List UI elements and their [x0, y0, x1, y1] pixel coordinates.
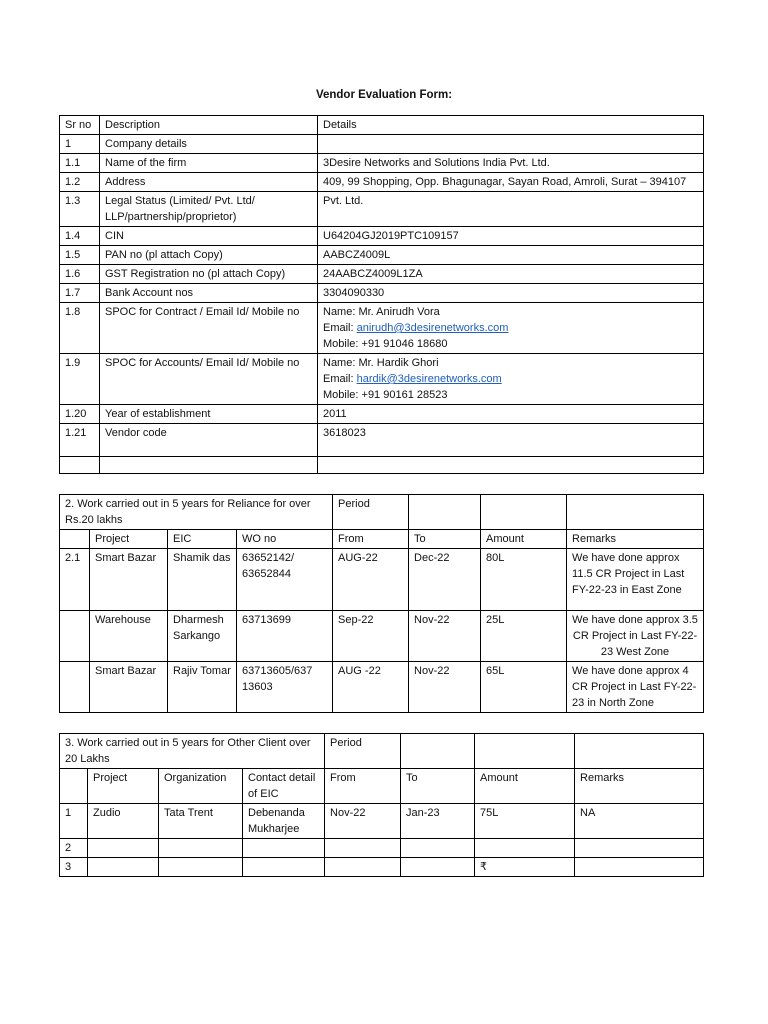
other-client-work-table [59, 733, 704, 877]
contact-email-line [323, 320, 698, 336]
organization-cell: Tata Trent [159, 804, 243, 839]
table-header-row [60, 116, 704, 135]
email-label: Email: [323, 373, 357, 385]
description-cell: Company details [100, 135, 318, 154]
description-cell: Legal Status (Limited/ Pvt. Ltd/ LLP/partnership/proprietor) [100, 192, 318, 227]
from-cell [325, 839, 401, 858]
description-cell: Name of the firm [100, 154, 318, 173]
details-cell: 3Desire Networks and Solutions India Pvt. Ltd. [318, 154, 704, 173]
wo-cell: 63713699 [237, 611, 333, 662]
description-cell: Year of establishment [100, 405, 318, 424]
project-cell: Zudio [88, 804, 159, 839]
sr-cell: 2 [60, 839, 88, 858]
table-row [60, 284, 704, 303]
organization-cell [159, 839, 243, 858]
header-to: To [401, 769, 475, 804]
contact-cell [243, 858, 325, 877]
table-row [60, 227, 704, 246]
header-project: Project [90, 530, 168, 549]
section-title-row [60, 495, 704, 530]
description-cell: CIN [100, 227, 318, 246]
email-link[interactable]: hardik@3desirenetworks.com [356, 373, 502, 385]
description-cell: Vendor code [100, 424, 318, 457]
eic-cell: Shamik das [168, 549, 237, 611]
table-row [60, 405, 704, 424]
details-cell [318, 135, 704, 154]
amount-cell: 75L [475, 804, 575, 839]
header-eic: EIC [168, 530, 237, 549]
empty-cell [60, 457, 100, 474]
table-row [60, 839, 704, 858]
sr-cell: 2.1 [60, 549, 90, 611]
from-cell: Sep-22 [333, 611, 409, 662]
description-cell: SPOC for Accounts/ Email Id/ Mobile no [100, 354, 318, 405]
header-sr-no: Sr no [60, 116, 100, 135]
eic-cell: Rajiv Tomar [168, 662, 237, 713]
period-label: Period [325, 734, 401, 769]
wo-cell: 63652142/ 63652844 [237, 549, 333, 611]
sr-cell: 1.21 [60, 424, 100, 457]
table-row [60, 611, 704, 662]
amount-cell: 65L [481, 662, 567, 713]
period-label: Period [333, 495, 409, 530]
sr-cell: 1.2 [60, 173, 100, 192]
to-cell [401, 839, 475, 858]
table-row [60, 173, 704, 192]
contact-mobile: Mobile: +91 90161 28523 [323, 389, 448, 401]
header-remarks: Remarks [575, 769, 704, 804]
description-cell: Address [100, 173, 318, 192]
description-cell: PAN no (pl attach Copy) [100, 246, 318, 265]
details-cell [318, 354, 704, 405]
remarks-cell [575, 858, 704, 877]
form-title: Vendor Evaluation Form: [315, 89, 453, 101]
project-cell [88, 858, 159, 877]
to-cell: Nov-22 [409, 611, 481, 662]
remarks-cell: We have done approx 4 CR Project in Last FY-22-23 in North Zone [567, 662, 704, 713]
project-cell [88, 839, 159, 858]
from-cell: AUG -22 [333, 662, 409, 713]
table-row [60, 265, 704, 284]
header-from: From [333, 530, 409, 549]
header-contact-eic: Contact detail of EIC [243, 769, 325, 804]
description-cell: Bank Account nos [100, 284, 318, 303]
details-cell: AABCZ4009L [318, 246, 704, 265]
details-cell: 3304090330 [318, 284, 704, 303]
section-title: 3. Work carried out in 5 years for Other Client over 20 Lakhs [60, 734, 325, 769]
empty-cell [318, 457, 704, 474]
header-description: Description [100, 116, 318, 135]
remarks-cell: We have done approx 3.5 CR Project in Last FY-22-23 West Zone [567, 611, 704, 662]
sr-cell: 1.3 [60, 192, 100, 227]
to-cell: Jan-23 [401, 804, 475, 839]
project-cell: Smart Bazar [90, 549, 168, 611]
empty-row [60, 457, 704, 474]
table-row [60, 135, 704, 154]
table-row [60, 246, 704, 265]
table-row [60, 662, 704, 713]
sr-cell [60, 662, 90, 713]
section-title: 2. Work carried out in 5 years for Reliance for over Rs.20 lakhs [60, 495, 333, 530]
table-row [60, 858, 704, 877]
empty-cell [60, 769, 88, 804]
company-details-table [59, 115, 704, 474]
to-cell: Dec-22 [409, 549, 481, 611]
to-cell: Nov-22 [409, 662, 481, 713]
empty-cell [409, 495, 481, 530]
header-organization: Organization [159, 769, 243, 804]
empty-cell [60, 530, 90, 549]
amount-cell: 80L [481, 549, 567, 611]
sr-cell: 3 [60, 858, 88, 877]
header-details: Details [318, 116, 704, 135]
reliance-work-table [59, 494, 704, 713]
table-row [60, 549, 704, 611]
empty-cell [481, 495, 567, 530]
empty-cell [475, 734, 575, 769]
header-remarks: Remarks [567, 530, 704, 549]
table-row [60, 154, 704, 173]
empty-cell [575, 734, 704, 769]
sr-cell: 1.7 [60, 284, 100, 303]
table-row [60, 424, 704, 457]
table-header-row [60, 530, 704, 549]
description-cell: GST Registration no (pl attach Copy) [100, 265, 318, 284]
details-cell: U64204GJ2019PTC109157 [318, 227, 704, 246]
empty-cell [567, 495, 704, 530]
section-title-row [60, 734, 704, 769]
details-cell: 2011 [318, 405, 704, 424]
header-wo-no: WO no [237, 530, 333, 549]
sr-cell: 1.9 [60, 354, 100, 405]
sr-cell: 1.20 [60, 405, 100, 424]
remarks-cell: NA [575, 804, 704, 839]
table-header-row [60, 769, 704, 804]
empty-cell [100, 457, 318, 474]
contact-name: Name: Mr. Anirudh Vora [323, 306, 440, 318]
amount-cell: 25L [481, 611, 567, 662]
remarks-cell: We have done approx 11.5 CR Project in Last FY-22-23 in East Zone [567, 549, 704, 611]
wo-cell: 63713605/637 13603 [237, 662, 333, 713]
header-amount: Amount [481, 530, 567, 549]
sr-cell: 1 [60, 804, 88, 839]
project-cell: Smart Bazar [90, 662, 168, 713]
from-cell: Nov-22 [325, 804, 401, 839]
amount-cell: ₹ [475, 858, 575, 877]
header-from: From [325, 769, 401, 804]
organization-cell [159, 858, 243, 877]
table-row [60, 804, 704, 839]
amount-cell [475, 839, 575, 858]
email-label: Email: [323, 322, 357, 334]
table-row [60, 303, 704, 354]
sr-cell: 1.8 [60, 303, 100, 354]
project-cell: Warehouse [90, 611, 168, 662]
to-cell [401, 858, 475, 877]
header-amount: Amount [475, 769, 575, 804]
email-link[interactable]: anirudh@3desirenetworks.com [356, 322, 509, 334]
details-cell: Pvt. Ltd. [318, 192, 704, 227]
contact-email-line [323, 371, 698, 387]
details-cell: 409, 99 Shopping, Opp. Bhagunagar, Sayan Road, Amroli, Surat – 394107 [318, 173, 704, 192]
table-row [60, 354, 704, 405]
sr-cell: 1 [60, 135, 100, 154]
contact-name: Name: Mr. Hardik Ghori [323, 357, 439, 369]
eic-cell: Dharmesh Sarkango [168, 611, 237, 662]
header-project: Project [88, 769, 159, 804]
sr-cell [60, 611, 90, 662]
table-row [60, 192, 704, 227]
description-cell: SPOC for Contract / Email Id/ Mobile no [100, 303, 318, 354]
details-cell [318, 303, 704, 354]
contact-cell: Debenanda Mukharjee [243, 804, 325, 839]
contact-cell [243, 839, 325, 858]
empty-cell [401, 734, 475, 769]
from-cell: AUG-22 [333, 549, 409, 611]
from-cell [325, 858, 401, 877]
sr-cell: 1.5 [60, 246, 100, 265]
details-cell: 3618023 [318, 424, 704, 457]
sr-cell: 1.6 [60, 265, 100, 284]
remarks-cell [575, 839, 704, 858]
sr-cell: 1.4 [60, 227, 100, 246]
details-cell: 24AABCZ4009L1ZA [318, 265, 704, 284]
contact-mobile: Mobile: +91 91046 18680 [323, 338, 448, 350]
header-to: To [409, 530, 481, 549]
sr-cell: 1.1 [60, 154, 100, 173]
